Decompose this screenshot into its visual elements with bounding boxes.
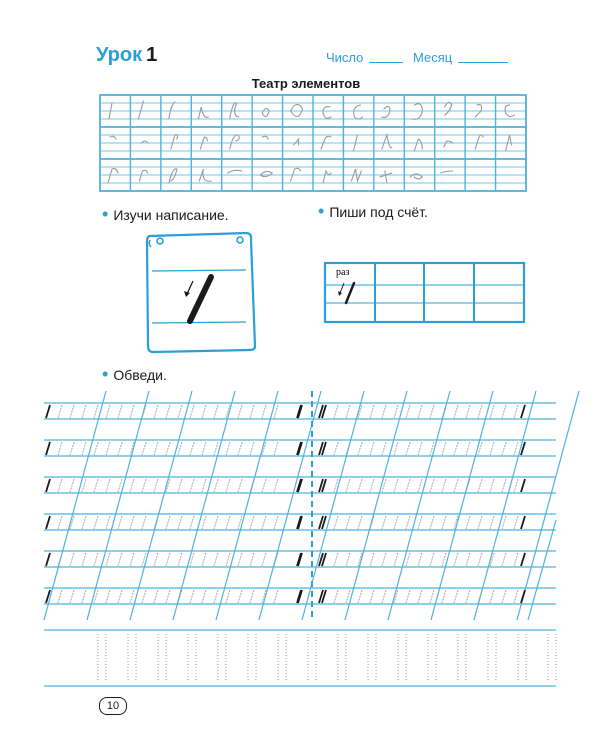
trace-stroke[interactable]	[418, 479, 422, 492]
lesson-label: Урок	[96, 44, 143, 66]
letter-element	[441, 171, 453, 173]
tracing-lines	[44, 403, 556, 604]
trace-stroke[interactable]	[202, 479, 206, 492]
trace-stroke[interactable]	[58, 590, 62, 603]
trace-stroke[interactable]	[118, 516, 122, 529]
trace-stroke[interactable]	[346, 516, 350, 529]
trace-stroke[interactable]	[154, 590, 158, 603]
trace-stroke[interactable]	[394, 516, 398, 529]
trace-stroke[interactable]	[442, 516, 446, 529]
trace-stroke[interactable]	[418, 590, 422, 603]
trace-stroke[interactable]	[82, 442, 86, 455]
trace-stroke[interactable]	[262, 516, 266, 529]
trace-stroke[interactable]	[502, 405, 506, 418]
trace-stroke[interactable]	[370, 479, 374, 492]
trace-stroke[interactable]	[406, 405, 410, 418]
trace-stroke[interactable]	[70, 553, 74, 566]
sample-stroke	[521, 553, 525, 566]
trace-stroke[interactable]	[70, 405, 74, 418]
trace-stroke[interactable]	[118, 479, 122, 492]
letter-element	[110, 136, 116, 139]
trace-stroke[interactable]	[238, 590, 242, 603]
lesson-number: 1	[146, 44, 158, 66]
trace-stroke[interactable]	[334, 590, 338, 603]
letter-element	[169, 102, 175, 119]
letter-element	[351, 169, 361, 181]
trace-stroke[interactable]	[82, 553, 86, 566]
trace-stroke[interactable]	[418, 442, 422, 455]
trace-stroke[interactable]	[370, 442, 374, 455]
trace-stroke[interactable]	[166, 405, 170, 418]
trace-stroke[interactable]	[70, 590, 74, 603]
trace-stroke[interactable]	[82, 405, 86, 418]
trace-stroke[interactable]	[82, 516, 86, 529]
trace-stroke[interactable]	[118, 590, 122, 603]
letter-element	[445, 102, 452, 115]
trace-stroke[interactable]	[466, 590, 470, 603]
trace-stroke[interactable]	[178, 553, 182, 566]
trace-stroke[interactable]	[190, 405, 194, 418]
trace-stroke[interactable]	[214, 479, 218, 492]
letter-element	[475, 135, 483, 149]
trace-stroke[interactable]	[490, 590, 494, 603]
letter-element	[380, 171, 392, 183]
trace-stroke[interactable]	[58, 442, 62, 455]
trace-stroke[interactable]	[178, 405, 182, 418]
trace-stroke[interactable]	[94, 479, 98, 492]
trace-stroke[interactable]	[442, 590, 446, 603]
trace-stroke[interactable]	[202, 516, 206, 529]
trace-stroke[interactable]	[490, 405, 494, 418]
letter-element	[291, 104, 303, 116]
trace-stroke[interactable]	[346, 479, 350, 492]
trace-stroke[interactable]	[514, 479, 518, 492]
trace-stroke[interactable]	[454, 405, 458, 418]
trace-stroke[interactable]	[274, 405, 278, 418]
page-number: 10	[99, 697, 127, 715]
trace-stroke[interactable]	[250, 590, 254, 603]
trace-stroke[interactable]	[334, 442, 338, 455]
trace-stroke[interactable]	[238, 405, 242, 418]
trace-stroke[interactable]	[166, 516, 170, 529]
trace-stroke[interactable]	[502, 442, 506, 455]
letter-element	[228, 170, 242, 173]
trace-stroke[interactable]	[382, 442, 386, 455]
sample-stroke	[46, 553, 50, 566]
trace-stroke[interactable]	[178, 516, 182, 529]
trace-stroke[interactable]	[514, 442, 518, 455]
trace-stroke[interactable]	[466, 553, 470, 566]
trace-stroke[interactable]	[382, 405, 386, 418]
trace-stroke[interactable]	[94, 516, 98, 529]
letter-element	[108, 169, 118, 184]
letter-element	[260, 171, 272, 176]
trace-stroke[interactable]	[478, 516, 482, 529]
letter-element	[414, 139, 422, 151]
trace-stroke[interactable]	[238, 553, 242, 566]
trace-stroke[interactable]	[334, 553, 338, 566]
trace-stroke[interactable]	[346, 405, 350, 418]
trace-stroke[interactable]	[202, 405, 206, 418]
trace-stroke[interactable]	[502, 590, 506, 603]
trace-stroke[interactable]	[394, 405, 398, 418]
trace-stroke[interactable]	[142, 516, 146, 529]
trace-stroke[interactable]	[226, 590, 230, 603]
trace-stroke[interactable]	[94, 442, 98, 455]
trace-stroke[interactable]	[370, 405, 374, 418]
trace-stroke[interactable]	[70, 442, 74, 455]
trace-stroke[interactable]	[94, 405, 98, 418]
trace-stroke[interactable]	[142, 442, 146, 455]
trace-stroke[interactable]	[190, 516, 194, 529]
trace-stroke[interactable]	[370, 590, 374, 603]
trace-stroke[interactable]	[370, 553, 374, 566]
trace-stroke[interactable]	[118, 553, 122, 566]
trace-stroke[interactable]	[202, 442, 206, 455]
trace-stroke[interactable]	[382, 590, 386, 603]
trace-stroke[interactable]	[406, 590, 410, 603]
trace-stroke[interactable]	[346, 590, 350, 603]
trace-stroke[interactable]	[154, 553, 158, 566]
trace-stroke[interactable]	[454, 479, 458, 492]
trace-stroke[interactable]	[130, 590, 134, 603]
trace-stroke[interactable]	[214, 442, 218, 455]
sample-stroke	[521, 516, 525, 529]
trace-stroke[interactable]	[166, 590, 170, 603]
trace-stroke[interactable]	[358, 479, 362, 492]
trace-stroke[interactable]	[334, 405, 338, 418]
trace-stroke[interactable]	[106, 553, 110, 566]
trace-stroke[interactable]	[514, 516, 518, 529]
trace-stroke[interactable]	[106, 405, 110, 418]
trace-stroke[interactable]	[214, 553, 218, 566]
sample-stroke	[46, 479, 50, 492]
trace-stroke[interactable]	[106, 442, 110, 455]
trace-stroke[interactable]	[106, 590, 110, 603]
trace-stroke[interactable]	[430, 553, 434, 566]
trace-stroke[interactable]	[442, 479, 446, 492]
trace-stroke[interactable]	[466, 516, 470, 529]
trace-stroke[interactable]	[58, 405, 62, 418]
trace-stroke[interactable]	[394, 553, 398, 566]
trace-stroke[interactable]	[154, 442, 158, 455]
theatre-grid	[100, 95, 526, 191]
trace-stroke[interactable]	[214, 516, 218, 529]
trace-stroke[interactable]	[238, 479, 242, 492]
trace-stroke[interactable]	[274, 516, 278, 529]
trace-stroke[interactable]	[202, 590, 206, 603]
trace-stroke[interactable]	[142, 479, 146, 492]
trace-stroke[interactable]	[514, 405, 518, 418]
trace-stroke[interactable]	[490, 516, 494, 529]
trace-stroke[interactable]	[178, 442, 182, 455]
task-trace-text: Обведи.	[113, 367, 167, 383]
trace-stroke[interactable]	[94, 553, 98, 566]
task-count-text: Пиши под счёт.	[329, 204, 428, 220]
letter-element	[354, 105, 363, 119]
letter-element	[382, 106, 390, 117]
letter-element	[412, 104, 422, 119]
trace-stroke[interactable]	[262, 479, 266, 492]
trace-stroke[interactable]	[214, 405, 218, 418]
trace-stroke[interactable]	[274, 442, 278, 455]
trace-stroke[interactable]	[418, 553, 422, 566]
trace-stroke[interactable]	[82, 590, 86, 603]
letter-element	[138, 101, 143, 119]
trace-stroke[interactable]	[250, 442, 254, 455]
sample-stroke	[521, 590, 525, 603]
bullet-icon: •	[102, 204, 109, 224]
trace-stroke[interactable]	[130, 516, 134, 529]
trace-stroke[interactable]	[106, 516, 110, 529]
bullet-icon: •	[102, 364, 109, 384]
trace-stroke[interactable]	[226, 442, 230, 455]
trace-stroke[interactable]	[346, 553, 350, 566]
letter-element	[139, 170, 147, 181]
sample-stroke	[46, 405, 50, 418]
trace-stroke[interactable]	[406, 553, 410, 566]
trace-stroke[interactable]	[154, 405, 158, 418]
trace-stroke[interactable]	[262, 405, 266, 418]
trace-stroke[interactable]	[250, 516, 254, 529]
month-label: Месяц	[413, 50, 453, 65]
study-card	[147, 233, 255, 352]
trace-stroke[interactable]	[58, 516, 62, 529]
sample-stroke	[521, 405, 525, 418]
trace-stroke[interactable]	[262, 553, 266, 566]
trace-stroke[interactable]	[166, 442, 170, 455]
trace-stroke[interactable]	[394, 479, 398, 492]
task-study-text: Изучи написание.	[113, 207, 229, 223]
trace-stroke[interactable]	[502, 553, 506, 566]
trace-stroke[interactable]	[118, 442, 122, 455]
trace-stroke[interactable]	[226, 553, 230, 566]
trace-stroke[interactable]	[430, 516, 434, 529]
trace-stroke[interactable]	[238, 442, 242, 455]
trace-stroke[interactable]	[382, 553, 386, 566]
trace-stroke[interactable]	[226, 479, 230, 492]
trace-stroke[interactable]	[442, 442, 446, 455]
trace-stroke[interactable]	[190, 479, 194, 492]
trace-stroke[interactable]	[250, 405, 254, 418]
trace-stroke[interactable]	[430, 405, 434, 418]
trace-stroke[interactable]	[382, 516, 386, 529]
trace-stroke[interactable]	[190, 590, 194, 603]
bullet-icon: •	[318, 201, 325, 221]
trace-stroke[interactable]	[166, 553, 170, 566]
trace-stroke[interactable]	[58, 479, 62, 492]
trace-stroke[interactable]	[130, 405, 134, 418]
letter-element	[262, 136, 268, 139]
letter-element	[323, 107, 331, 119]
letter-element	[323, 171, 331, 183]
trace-stroke[interactable]	[418, 405, 422, 418]
theatre-title: Театр элементов	[251, 76, 361, 91]
trace-stroke[interactable]	[442, 553, 446, 566]
trace-stroke[interactable]	[514, 553, 518, 566]
date-label: Число	[326, 50, 364, 65]
theatre-glyphs	[108, 101, 515, 183]
letter-element	[198, 107, 208, 119]
letter-element	[294, 139, 299, 145]
pin-icon	[237, 237, 243, 243]
trace-stroke[interactable]	[478, 479, 482, 492]
letter-element	[382, 135, 392, 149]
trace-stroke[interactable]	[514, 590, 518, 603]
trace-stroke[interactable]	[226, 516, 230, 529]
letter-element	[171, 135, 178, 150]
trace-stroke[interactable]	[502, 516, 506, 529]
trace-stroke[interactable]	[430, 590, 434, 603]
count-label: раз	[336, 267, 350, 278]
trace-stroke[interactable]	[406, 479, 410, 492]
pin-icon	[157, 238, 163, 244]
trace-stroke[interactable]	[454, 553, 458, 566]
trace-stroke[interactable]	[202, 553, 206, 566]
trace-stroke[interactable]	[394, 442, 398, 455]
count-table	[325, 263, 524, 322]
trace-stroke[interactable]	[358, 590, 362, 603]
trace-stroke[interactable]	[106, 479, 110, 492]
trace-stroke[interactable]	[358, 516, 362, 529]
trace-stroke[interactable]	[490, 442, 494, 455]
trace-stroke[interactable]	[118, 405, 122, 418]
trace-stroke[interactable]	[406, 442, 410, 455]
sample-stroke	[521, 479, 525, 492]
trace-stroke[interactable]	[274, 590, 278, 603]
trace-stroke[interactable]	[130, 479, 134, 492]
trace-stroke[interactable]	[214, 590, 218, 603]
trace-stroke[interactable]	[466, 442, 470, 455]
letter-element	[444, 141, 453, 147]
trace-stroke[interactable]	[334, 516, 338, 529]
trace-stroke[interactable]	[274, 479, 278, 492]
trace-stroke[interactable]	[478, 553, 482, 566]
trace-stroke[interactable]	[466, 405, 470, 418]
trace-stroke[interactable]	[82, 479, 86, 492]
sample-stroke	[46, 516, 50, 529]
trace-stroke[interactable]	[406, 516, 410, 529]
trace-stroke[interactable]	[358, 442, 362, 455]
trace-stroke[interactable]	[478, 405, 482, 418]
sample-stroke	[46, 442, 50, 455]
practice-strip	[44, 630, 556, 686]
trace-stroke[interactable]	[154, 479, 158, 492]
trace-stroke[interactable]	[454, 590, 458, 603]
trace-stroke[interactable]	[178, 479, 182, 492]
trace-stroke[interactable]	[130, 553, 134, 566]
letter-element	[230, 135, 240, 149]
trace-stroke[interactable]	[490, 479, 494, 492]
trace-stroke[interactable]	[142, 590, 146, 603]
trace-stroke[interactable]	[502, 479, 506, 492]
trace-stroke[interactable]	[70, 479, 74, 492]
trace-stroke[interactable]	[250, 553, 254, 566]
trace-stroke[interactable]	[430, 479, 434, 492]
letter-element	[262, 108, 269, 116]
letter-element	[169, 169, 177, 183]
trace-stroke[interactable]	[190, 442, 194, 455]
trace-stroke[interactable]	[418, 516, 422, 529]
trace-stroke[interactable]	[454, 442, 458, 455]
